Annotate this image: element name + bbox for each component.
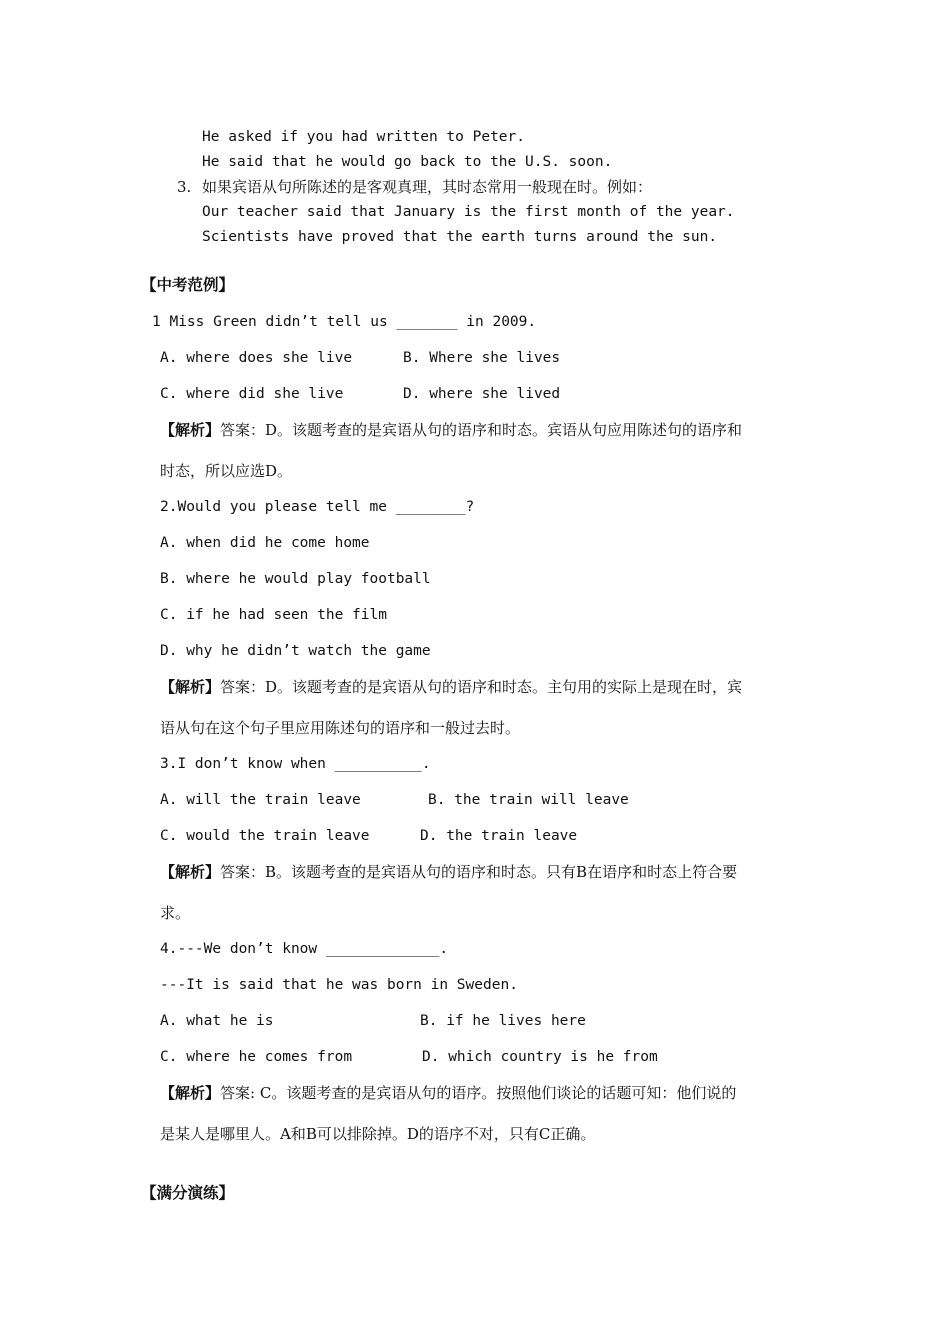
explanation-label: 【解析】	[160, 863, 221, 881]
explanation-text: 语从句在这个句子里应用陈述句的语序和一般过去时。	[160, 719, 521, 737]
example-sentence: Scientists have proved that the earth turns around the sun.	[202, 229, 718, 245]
option-d: D. why he didn’t watch the game	[160, 643, 431, 659]
explanation-text: 求。	[160, 904, 191, 922]
example-sentence: He asked if you had written to Peter.	[202, 129, 526, 145]
explanation-text: 答案：D。该题考查的是宾语从句的语序和时态。宾语从句应用陈述句的语序和	[220, 421, 743, 439]
option-c: C. if he had seen the film	[160, 607, 387, 623]
explanation-label: 【解析】	[160, 678, 221, 696]
option-b: B. the train will leave	[428, 792, 629, 808]
rule-text: 如果宾语从句所陈述的是客观真理，其时态常用一般现在时。例如：	[202, 178, 653, 196]
option-a: A. what he is	[160, 1013, 274, 1029]
explanation-text: 答案: C。该题考查的是宾语从句的语序。按照他们谈论的话题可知：他们说的	[220, 1084, 737, 1102]
option-b: B. Where she lives	[403, 350, 561, 366]
question-stem: 2.Would you please tell me ________?	[160, 499, 475, 515]
option-a: A. will the train leave	[160, 792, 361, 808]
question-stem: 3.I don’t know when __________.	[160, 756, 431, 772]
option-a: A. when did he come home	[160, 535, 370, 551]
question-stem: 4.---We don’t know _____________.	[160, 941, 449, 957]
option-b: B. if he lives here	[420, 1013, 586, 1029]
option-b: B. where he would play football	[160, 571, 431, 587]
explanation-line	[160, 863, 737, 881]
question-stem: 1 Miss Green didn’t tell us _______ in 2009.	[152, 314, 537, 330]
example-sentence: Our teacher said that January is the first month of the year.	[202, 204, 735, 220]
rule-number: 3.	[177, 178, 192, 196]
explanation-label: 【解析】	[160, 421, 221, 439]
option-c: C. where he comes from	[160, 1049, 353, 1065]
explanation-text: 时态，所以应选D。	[160, 462, 293, 480]
option-a: A. where does she live	[160, 350, 353, 366]
dialogue-line: ---It is said that he was born in Sweden.	[160, 977, 518, 993]
section-title: 【中考范例】	[141, 276, 235, 294]
explanation-line	[160, 421, 742, 439]
explanation-text: 答案：B。该题考查的是宾语从句的语序和时态。只有B在语序和时态上符合要	[220, 863, 738, 881]
section-title: 【满分演练】	[141, 1184, 235, 1202]
explanation-text: 是某人是哪里人。A和B可以排除掉。D的语序不对，只有C正确。	[160, 1125, 596, 1143]
option-c: C. where did she live	[160, 386, 344, 402]
example-sentence: He said that he would go back to the U.S. soon.	[202, 154, 613, 170]
option-d: D. the train leave	[420, 828, 578, 844]
explanation-line	[160, 1084, 736, 1102]
explanation-label: 【解析】	[160, 1084, 221, 1102]
explanation-text: 答案：D。该题考查的是宾语从句的语序和时态。主句用的实际上是现在时，宾	[220, 678, 743, 696]
explanation-line	[160, 678, 742, 696]
option-d: D. which country is he from	[422, 1049, 658, 1065]
option-c: C. would the train leave	[160, 828, 370, 844]
option-d: D. where she lived	[403, 386, 561, 402]
